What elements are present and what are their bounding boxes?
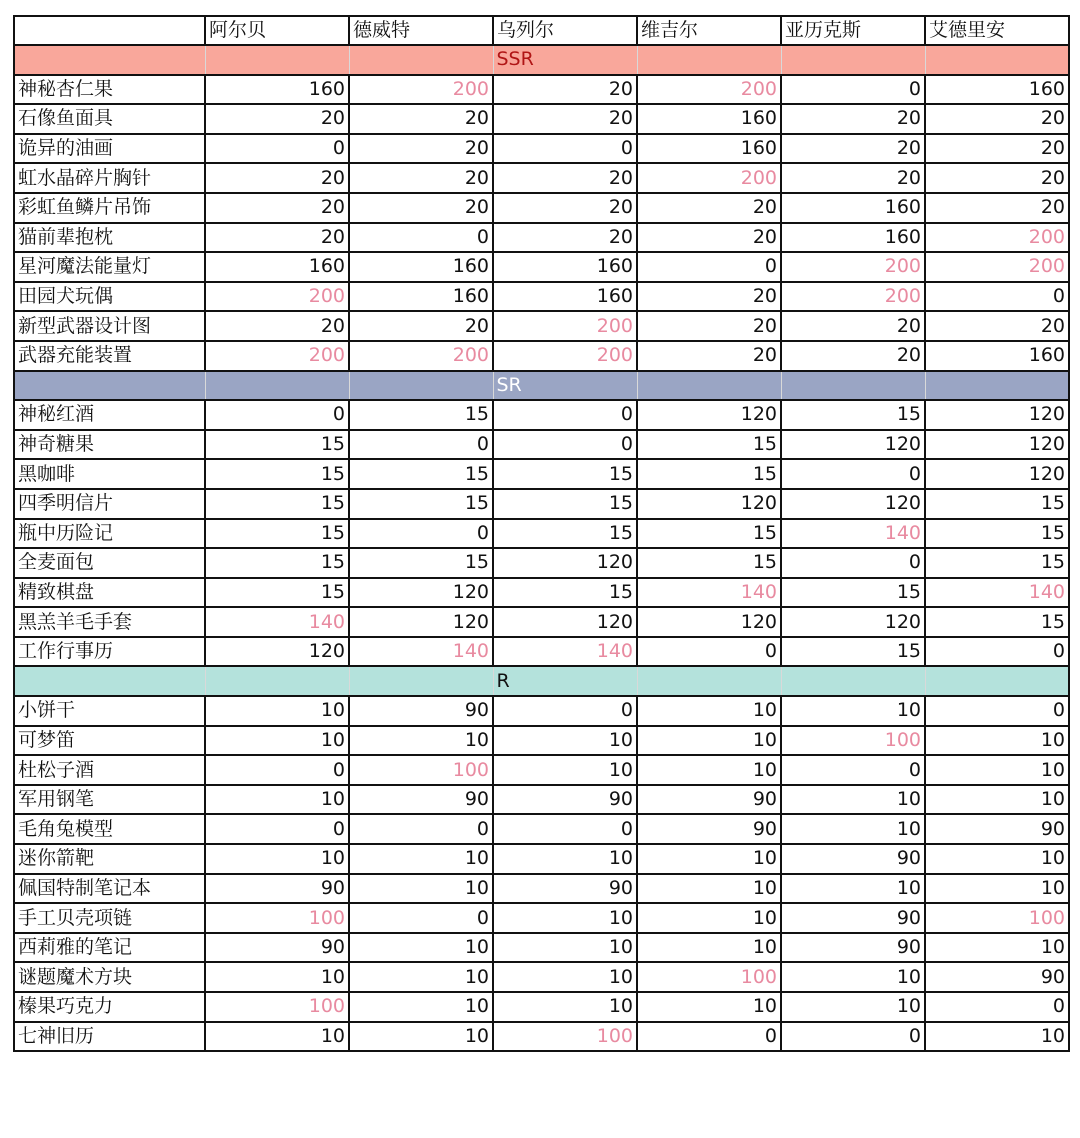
item-name: 榛果巧克力 (14, 992, 205, 1022)
value-cell: 0 (637, 637, 781, 667)
value-cell: 120 (781, 430, 925, 460)
table-row (14, 696, 1069, 726)
value-cell: 15 (349, 489, 493, 519)
value-cell: 10 (637, 844, 781, 874)
value-cell: 140 (637, 578, 781, 608)
value-cell: 90 (925, 814, 1069, 844)
value-cell: 20 (925, 163, 1069, 193)
item-name: 神秘杏仁果 (14, 75, 205, 105)
item-name: 工作行事历 (14, 637, 205, 667)
item-name: 佩国特制笔记本 (14, 874, 205, 904)
section-cell (349, 45, 493, 75)
value-cell: 15 (493, 519, 637, 549)
value-cell: 10 (925, 726, 1069, 756)
value-cell: 15 (925, 489, 1069, 519)
item-name: 新型武器设计图 (14, 311, 205, 341)
value-cell: 10 (925, 844, 1069, 874)
table-row (14, 430, 1069, 460)
value-cell: 160 (637, 134, 781, 164)
corner-cell (14, 16, 205, 45)
value-cell: 10 (781, 874, 925, 904)
value-cell: 15 (925, 548, 1069, 578)
value-cell: 200 (493, 341, 637, 371)
table-row (14, 1022, 1069, 1052)
section-cell (205, 371, 349, 401)
value-cell: 100 (925, 903, 1069, 933)
value-cell: 0 (493, 814, 637, 844)
item-name: 手工贝壳项链 (14, 903, 205, 933)
section-label: SSR (493, 45, 637, 75)
value-cell: 20 (781, 341, 925, 371)
value-cell: 0 (493, 134, 637, 164)
value-cell: 160 (781, 223, 925, 253)
value-cell: 20 (637, 282, 781, 312)
value-cell: 160 (349, 282, 493, 312)
value-cell: 10 (349, 874, 493, 904)
value-cell: 0 (637, 1022, 781, 1052)
value-cell: 200 (781, 282, 925, 312)
value-cell: 15 (925, 607, 1069, 637)
value-cell: 10 (205, 844, 349, 874)
value-cell: 15 (637, 519, 781, 549)
value-cell: 20 (781, 311, 925, 341)
section-cell (349, 666, 493, 696)
value-cell: 120 (637, 489, 781, 519)
value-cell: 100 (205, 903, 349, 933)
table-row (14, 519, 1069, 549)
value-cell: 160 (205, 252, 349, 282)
section-cell (925, 45, 1069, 75)
value-cell: 20 (637, 193, 781, 223)
section-cell (349, 371, 493, 401)
value-cell: 0 (349, 903, 493, 933)
value-cell: 20 (493, 193, 637, 223)
value-cell: 0 (781, 755, 925, 785)
value-cell: 120 (637, 607, 781, 637)
value-cell: 20 (493, 223, 637, 253)
value-cell: 160 (781, 193, 925, 223)
value-cell: 20 (205, 193, 349, 223)
value-cell: 140 (925, 578, 1069, 608)
value-cell: 20 (349, 193, 493, 223)
value-cell: 200 (205, 282, 349, 312)
value-cell: 100 (349, 755, 493, 785)
value-cell: 10 (637, 992, 781, 1022)
value-cell: 15 (637, 459, 781, 489)
value-cell: 200 (205, 341, 349, 371)
value-cell: 20 (925, 134, 1069, 164)
value-cell: 200 (637, 75, 781, 105)
value-cell: 20 (349, 134, 493, 164)
value-cell: 200 (637, 163, 781, 193)
value-cell: 140 (493, 637, 637, 667)
value-cell: 200 (493, 311, 637, 341)
table-row (14, 726, 1069, 756)
item-name: 石像鱼面具 (14, 104, 205, 134)
value-cell: 15 (493, 459, 637, 489)
table-row (14, 400, 1069, 430)
value-cell: 10 (925, 1022, 1069, 1052)
value-cell: 140 (205, 607, 349, 637)
section-header-r (14, 666, 1069, 696)
table-row (14, 252, 1069, 282)
value-cell: 90 (349, 696, 493, 726)
value-cell: 10 (493, 726, 637, 756)
value-cell: 20 (781, 134, 925, 164)
table-row (14, 992, 1069, 1022)
value-cell: 0 (205, 134, 349, 164)
item-name: 全麦面包 (14, 548, 205, 578)
section-cell (925, 666, 1069, 696)
value-cell: 160 (637, 104, 781, 134)
value-cell: 15 (205, 548, 349, 578)
value-cell: 20 (637, 311, 781, 341)
value-cell: 160 (493, 282, 637, 312)
item-name: 杜松子酒 (14, 755, 205, 785)
value-cell: 10 (349, 1022, 493, 1052)
table-row (14, 223, 1069, 253)
value-cell: 15 (637, 548, 781, 578)
value-cell: 140 (781, 519, 925, 549)
section-cell (925, 371, 1069, 401)
item-name: 瓶中历险记 (14, 519, 205, 549)
value-cell: 120 (925, 430, 1069, 460)
value-cell: 100 (781, 726, 925, 756)
value-cell: 10 (493, 992, 637, 1022)
item-name: 精致棋盘 (14, 578, 205, 608)
table-row (14, 104, 1069, 134)
value-cell: 160 (349, 252, 493, 282)
value-cell: 100 (493, 1022, 637, 1052)
value-cell: 10 (349, 933, 493, 963)
value-cell: 20 (349, 163, 493, 193)
value-cell: 10 (781, 814, 925, 844)
item-name: 神秘红酒 (14, 400, 205, 430)
section-cell (637, 45, 781, 75)
column-header: 维吉尔 (637, 16, 781, 45)
value-cell: 200 (781, 252, 925, 282)
value-cell: 10 (493, 962, 637, 992)
item-name: 神奇糖果 (14, 430, 205, 460)
value-cell: 20 (493, 75, 637, 105)
section-cell (637, 371, 781, 401)
value-cell: 100 (205, 992, 349, 1022)
value-cell: 120 (205, 637, 349, 667)
value-cell: 10 (925, 785, 1069, 815)
value-cell: 10 (637, 903, 781, 933)
table-row (14, 933, 1069, 963)
table-row (14, 193, 1069, 223)
value-cell: 90 (781, 844, 925, 874)
value-cell: 90 (205, 874, 349, 904)
value-cell: 10 (637, 726, 781, 756)
table-row (14, 282, 1069, 312)
table-row (14, 874, 1069, 904)
item-name: 武器充能装置 (14, 341, 205, 371)
value-cell: 0 (925, 282, 1069, 312)
section-cell (205, 45, 349, 75)
item-name: 黑羔羊毛手套 (14, 607, 205, 637)
value-cell: 120 (493, 607, 637, 637)
value-cell: 10 (349, 962, 493, 992)
value-cell: 120 (349, 607, 493, 637)
value-cell: 0 (781, 1022, 925, 1052)
value-cell: 15 (205, 489, 349, 519)
value-cell: 0 (349, 519, 493, 549)
value-cell: 10 (205, 696, 349, 726)
table-row (14, 134, 1069, 164)
table-row (14, 548, 1069, 578)
section-cell (781, 45, 925, 75)
value-cell: 10 (493, 933, 637, 963)
value-cell: 15 (349, 400, 493, 430)
value-cell: 0 (781, 548, 925, 578)
value-cell: 20 (205, 104, 349, 134)
value-cell: 0 (925, 696, 1069, 726)
item-name: 小饼干 (14, 696, 205, 726)
value-cell: 0 (205, 814, 349, 844)
item-name: 四季明信片 (14, 489, 205, 519)
section-cell (781, 666, 925, 696)
item-name: 诡异的油画 (14, 134, 205, 164)
table-row (14, 489, 1069, 519)
value-cell: 200 (925, 252, 1069, 282)
value-cell: 0 (781, 459, 925, 489)
value-cell: 90 (925, 962, 1069, 992)
value-cell: 90 (349, 785, 493, 815)
section-header-ssr (14, 45, 1069, 75)
value-cell: 200 (925, 223, 1069, 253)
section-label: SR (493, 371, 637, 401)
item-name: 军用钢笔 (14, 785, 205, 815)
value-cell: 20 (925, 193, 1069, 223)
item-name: 黑咖啡 (14, 459, 205, 489)
value-cell: 20 (493, 104, 637, 134)
value-cell: 20 (205, 223, 349, 253)
table-row (14, 755, 1069, 785)
value-cell: 20 (205, 311, 349, 341)
table-row (14, 637, 1069, 667)
value-cell: 100 (637, 962, 781, 992)
value-cell: 0 (349, 430, 493, 460)
value-cell: 0 (493, 430, 637, 460)
item-name: 星河魔法能量灯 (14, 252, 205, 282)
value-cell: 90 (205, 933, 349, 963)
value-cell: 20 (781, 163, 925, 193)
value-cell: 10 (925, 874, 1069, 904)
value-cell: 15 (781, 400, 925, 430)
section-cell (205, 666, 349, 696)
item-name: 猫前辈抱枕 (14, 223, 205, 253)
value-cell: 10 (205, 726, 349, 756)
table-row (14, 903, 1069, 933)
item-name: 迷你箭靶 (14, 844, 205, 874)
value-cell: 10 (349, 992, 493, 1022)
value-cell: 20 (349, 311, 493, 341)
value-cell: 10 (349, 726, 493, 756)
table-row (14, 75, 1069, 105)
value-cell: 10 (493, 903, 637, 933)
value-cell: 0 (637, 252, 781, 282)
value-cell: 120 (349, 578, 493, 608)
value-cell: 20 (349, 104, 493, 134)
header-row (14, 16, 1069, 45)
value-cell: 0 (493, 696, 637, 726)
section-cell (637, 666, 781, 696)
value-cell: 0 (781, 75, 925, 105)
value-cell: 90 (637, 785, 781, 815)
value-cell: 160 (493, 252, 637, 282)
value-cell: 90 (493, 785, 637, 815)
value-cell: 15 (349, 459, 493, 489)
value-cell: 15 (493, 489, 637, 519)
value-cell: 15 (781, 578, 925, 608)
value-cell: 20 (781, 104, 925, 134)
value-cell: 160 (205, 75, 349, 105)
value-cell: 120 (493, 548, 637, 578)
value-cell: 10 (781, 696, 925, 726)
value-cell: 20 (493, 163, 637, 193)
value-cell: 20 (637, 341, 781, 371)
table-row (14, 962, 1069, 992)
item-name: 谜题魔术方块 (14, 962, 205, 992)
value-cell: 200 (349, 341, 493, 371)
table-row (14, 578, 1069, 608)
value-cell: 20 (925, 311, 1069, 341)
value-cell: 120 (925, 459, 1069, 489)
value-cell: 160 (925, 75, 1069, 105)
value-cell: 10 (493, 844, 637, 874)
value-cell: 140 (349, 637, 493, 667)
value-cell: 10 (205, 1022, 349, 1052)
item-name: 田园犬玩偶 (14, 282, 205, 312)
value-cell: 10 (781, 992, 925, 1022)
value-cell: 0 (925, 637, 1069, 667)
value-cell: 10 (493, 755, 637, 785)
value-cell: 90 (637, 814, 781, 844)
value-cell: 10 (637, 933, 781, 963)
value-cell: 20 (925, 104, 1069, 134)
value-cell: 15 (925, 519, 1069, 549)
value-cell: 15 (349, 548, 493, 578)
value-cell: 120 (781, 489, 925, 519)
value-cell: 10 (925, 755, 1069, 785)
value-cell: 15 (205, 578, 349, 608)
table-row (14, 814, 1069, 844)
value-cell: 120 (637, 400, 781, 430)
section-cell (14, 45, 205, 75)
value-cell: 90 (493, 874, 637, 904)
value-cell: 10 (781, 785, 925, 815)
value-cell: 20 (205, 163, 349, 193)
value-cell: 120 (925, 400, 1069, 430)
value-cell: 15 (493, 578, 637, 608)
item-name: 虹水晶碎片胸针 (14, 163, 205, 193)
table-row (14, 785, 1069, 815)
column-header: 阿尔贝 (205, 16, 349, 45)
value-cell: 0 (349, 814, 493, 844)
value-cell: 15 (781, 637, 925, 667)
table-row (14, 844, 1069, 874)
table-row (14, 163, 1069, 193)
value-cell: 0 (205, 755, 349, 785)
item-name: 可梦笛 (14, 726, 205, 756)
value-cell: 15 (205, 519, 349, 549)
value-cell: 10 (637, 874, 781, 904)
item-table (13, 15, 1070, 1052)
value-cell: 15 (637, 430, 781, 460)
column-header: 艾德里安 (925, 16, 1069, 45)
value-cell: 10 (349, 844, 493, 874)
item-name: 毛角兔模型 (14, 814, 205, 844)
section-cell (14, 666, 205, 696)
section-header-sr (14, 371, 1069, 401)
value-cell: 20 (637, 223, 781, 253)
column-header: 亚历克斯 (781, 16, 925, 45)
value-cell: 10 (205, 962, 349, 992)
value-cell: 0 (493, 400, 637, 430)
value-cell: 10 (205, 785, 349, 815)
value-cell: 10 (781, 962, 925, 992)
column-header: 德威特 (349, 16, 493, 45)
table-row (14, 311, 1069, 341)
item-name: 彩虹鱼鳞片吊饰 (14, 193, 205, 223)
table-row (14, 341, 1069, 371)
section-cell (781, 371, 925, 401)
item-name: 西莉雅的笔记 (14, 933, 205, 963)
section-label: R (493, 666, 637, 696)
column-header: 乌列尔 (493, 16, 637, 45)
value-cell: 160 (925, 341, 1069, 371)
section-cell (14, 371, 205, 401)
value-cell: 10 (925, 933, 1069, 963)
value-cell: 0 (205, 400, 349, 430)
value-cell: 15 (205, 430, 349, 460)
value-cell: 0 (925, 992, 1069, 1022)
value-cell: 15 (205, 459, 349, 489)
value-cell: 10 (637, 755, 781, 785)
value-cell: 200 (349, 75, 493, 105)
table-row (14, 459, 1069, 489)
value-cell: 10 (637, 696, 781, 726)
value-cell: 0 (349, 223, 493, 253)
value-cell: 90 (781, 903, 925, 933)
value-cell: 90 (781, 933, 925, 963)
value-cell: 120 (781, 607, 925, 637)
item-name: 七神旧历 (14, 1022, 205, 1052)
table-row (14, 607, 1069, 637)
